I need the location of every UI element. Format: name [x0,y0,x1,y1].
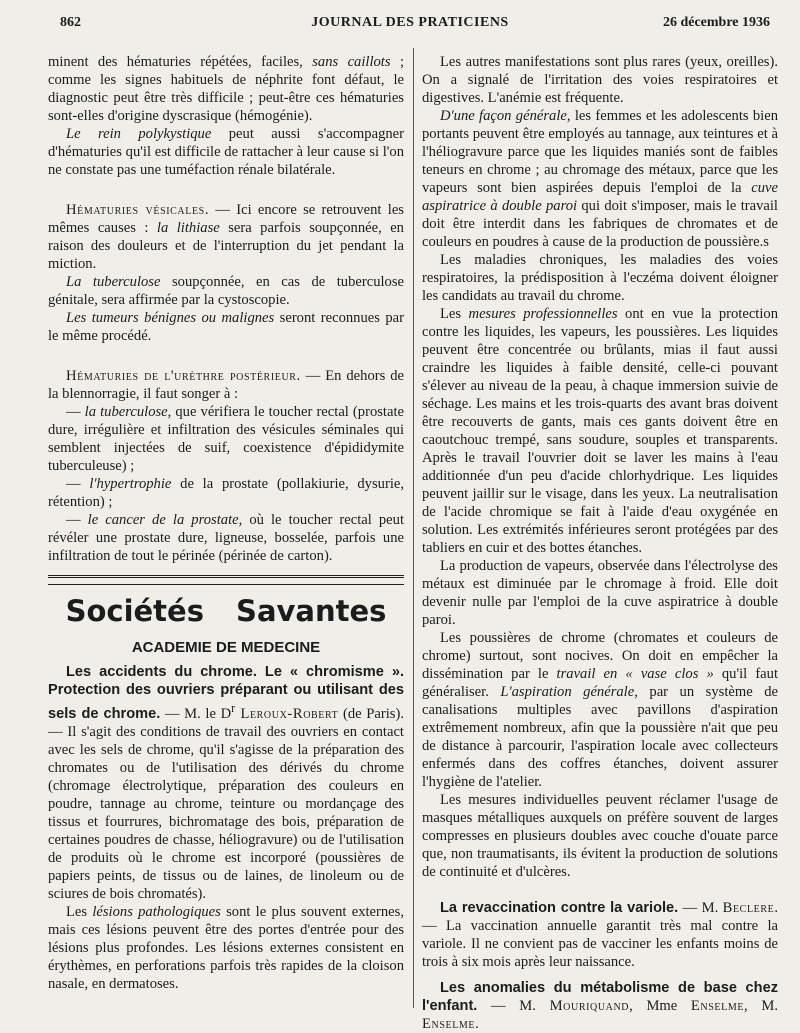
article-title: Les accidents du chrome. Le « chromisme ». Protection des ouvriers préparant ou utilisant des sels de chrome. [48,664,404,722]
paragraph: minent des hématuries répétées, faciles, sans caillots ; comme les signes habituels de néphrite font défaut, le diagnostic peut être très difficile ; peut-être ces hématuries sont-elles d'origine dyscrasique (hémogénie). [48,54,405,124]
right-column [422,53,778,1033]
paragraph: — le cancer de la prostate, où le toucher rectal peut révéler une prostate dure, ligneuse, bosselée, parfois une infiltration de tout le périnée (périnée de carton). [48,512,404,564]
subheading-urethre: Hématuries de l'urèthre postérieur. [66,368,301,384]
paragraph: Les mesures professionnelles ont en vue la protection contre les liquides, les vapeurs, les poussières. Les liquides peuvent être concentrée ou brûlants, mias il faut aussi craindre les liquides à faible densité, celle-ci pouvant s'élever au niveau de la peau, à chaque immersion suivie de séchage. Les mains et les trois-quarts des avant bras doivent être recouverts de gants, mais ces gants doivent être en caoutchouc trempé, sans soudure, souples et transparents. Après le travail l'ouvrier doit se laver les mains à l'eau additionnée d'un peu d'acide chlorhydrique. Les liquides peuvent jaillir sur le visage, dans les yeux. La neutralisation de l'acide chromique se fait à l'aide d'eau oxygénée en solution. Les extrémités inférieures seront protégées par des tabliers en cuir et des bottes étanches. [422,306,778,556]
paragraph: — l'hypertrophie de la prostate (pollakiurie, dysurie, rétention) ; [48,476,404,510]
paragraph: Les maladies chroniques, les maladies des voies respiratoires, la prédisposition à l'eczéma doivent éloigner les candidats au travail du chrome. [422,252,778,304]
issue-date: 26 décembre 1936 [662,15,770,30]
author-name: Enselme [422,1016,476,1032]
author-name: Beclere [722,900,775,916]
paragraph: Hématuries de l'urèthre postérieur. — En dehors de la blennorragie, il faut songer à : [48,368,404,402]
author-name: Leroux-Robert [235,705,339,722]
section-rule-thin [48,584,404,585]
paragraph: Le rein polykystique peut aussi s'accompagner d'hématuries qu'il est difficile de rattacher à leur cause si l'on ne constate pas une tuméfaction rénale bilatérale. [48,126,404,178]
subheading-vesicales: Hématuries vésicales. [66,202,210,218]
column-divider [413,48,414,1008]
paragraph: Les lésions pathologiques sont le plus souvent externes, mais ces lésions peuvent être des portes d'entrée pour des lésions plus profondes. Les lésions externes consistent en érythèmes, en perforations parfois très rapides de la cloison nasale, en dermatoses. [48,903,404,992]
paragraph: D'une façon générale, les femmes et les adolescents bien portants peuvent être employés au tannage, aux teintures et à l'héliogravure parce que les liquides maniés sont de faibles teneurs en chrome ; au chromage des métaux, parce que les vapeurs sont bien aspirées depuis l'emploi de la cuve aspiratrice à double paroi qui doit s'imposer, mais le travail doit être interdit dans les fabriques de chromates et de couleurs en poudres à cause de la production de poussière.s [422,108,779,250]
author-name: Enselme [690,998,745,1014]
paragraph: La production de vapeurs, observée dans l'électrolyse des métaux est diminuée par le chromage à froid. Elle doit devenir nulle par l'emploi de la cuve aspiratrice à double paroi. [422,558,778,628]
article-variole: La revaccination contre la variole. — M. Beclere. — La vaccination annuelle garantit très mal contre la variole. Il ne convient pas de vacciner les enfants moins de trois à six mois après leur naissance. [422,900,779,970]
paragraph: Les poussières de chrome (chromates et couleurs de chrome) surtout, sont nocives. On doit en empêcher la dissémination par le travail en « vase clos » qu'il faut généraliser. L'aspiration générale, par un système de canalisations multiples avec pavillons d'aspiration extrêmement nombreux, afin que la poussière n'ait que peu de distance à parcourir, l'aspiration locale avec collecteurs enfermés dans des coffres étanches, doivent assurer l'hygiène de l'atelier. [422,630,779,790]
article-chrome: Les accidents du chrome. Le « chromisme ». Protection des ouvriers préparant ou utilisant des sels de chrome. — M. le $D^r$ Leroux-Robert (de Paris). — Il s'agit des conditions de travail des ouvriers en contact avec les sels de chrome, qu'il s'agisse de la préparation des chromates ou de l'utilisation des dérivés du chrome (chromage électrolytique, préparation des couleurs en poudre, tannage au chrome, teinture ou mordançage des tissus et fourrures, bichromatage des bois, préparation de certaines poudres de chasse, héliogravure) ou de l'utilisation de produits où le chrome est incorporé (poussières de papiers peints, de tissus ou de laines, de linoleum ou de sciures de bois chromatés). [48,664,404,902]
paragraph: Hématuries vésicales. — Ici encore se retrouvent les mêmes causes : la lithiase sera parfois soupçonnée, en raison des douleurs et de l'interruption du jet pendant la miction. [48,202,404,272]
section-rule [48,575,404,580]
journal-title: JOURNAL DES PRATICIENS [311,15,509,30]
paragraph: Les mesures individuelles peuvent réclamer l'usage de masques métalliques auxquels on préfère souvent de larges compresses en plusieurs doubles avec couche d'ouate parce que, non traumatisants, ils évitent la production de solutions de continuité et d'ulcères. [422,792,778,880]
paragraph: — la tuberculose, que vérifiera le toucher rectal (prostate dure, irrégulière et infiltration des vésicules séminales qui semblent injectées de suif, coexistence d'épididymite tuberculeuse) ; [48,404,404,474]
section-title: Sociétés Savantes [65,594,387,628]
paragraph: Les tumeurs bénignes ou malignes seront reconnues par le même procédé. [48,310,404,344]
page-number: 862 [60,15,81,30]
academy-heading: ACADEMIE DE MEDECINE [131,639,321,656]
article-metabolisme: Les anomalies du métabolisme de base chez l'enfant. — M. Mouriquand, Mme Enselme, M. Enselme. [422,980,778,1032]
author-name: Mouriquand [549,998,630,1014]
paragraph: La tuberculose soupçonnée, en cas de tuberculose génitale, sera affirmée par la cystoscopie. [48,274,404,308]
page-header [50,14,770,34]
article-title: Les anomalies du métabolisme de base chez l'enfant. [422,980,778,1014]
left-column [48,53,404,993]
article-title: La revaccination contre la variole. [440,900,679,916]
paragraph: Les autres manifestations sont plus rares (yeux, oreilles). On a signalé de l'irritation des voies respiratoires et digestives. L'anémie est fréquente. [422,54,778,106]
